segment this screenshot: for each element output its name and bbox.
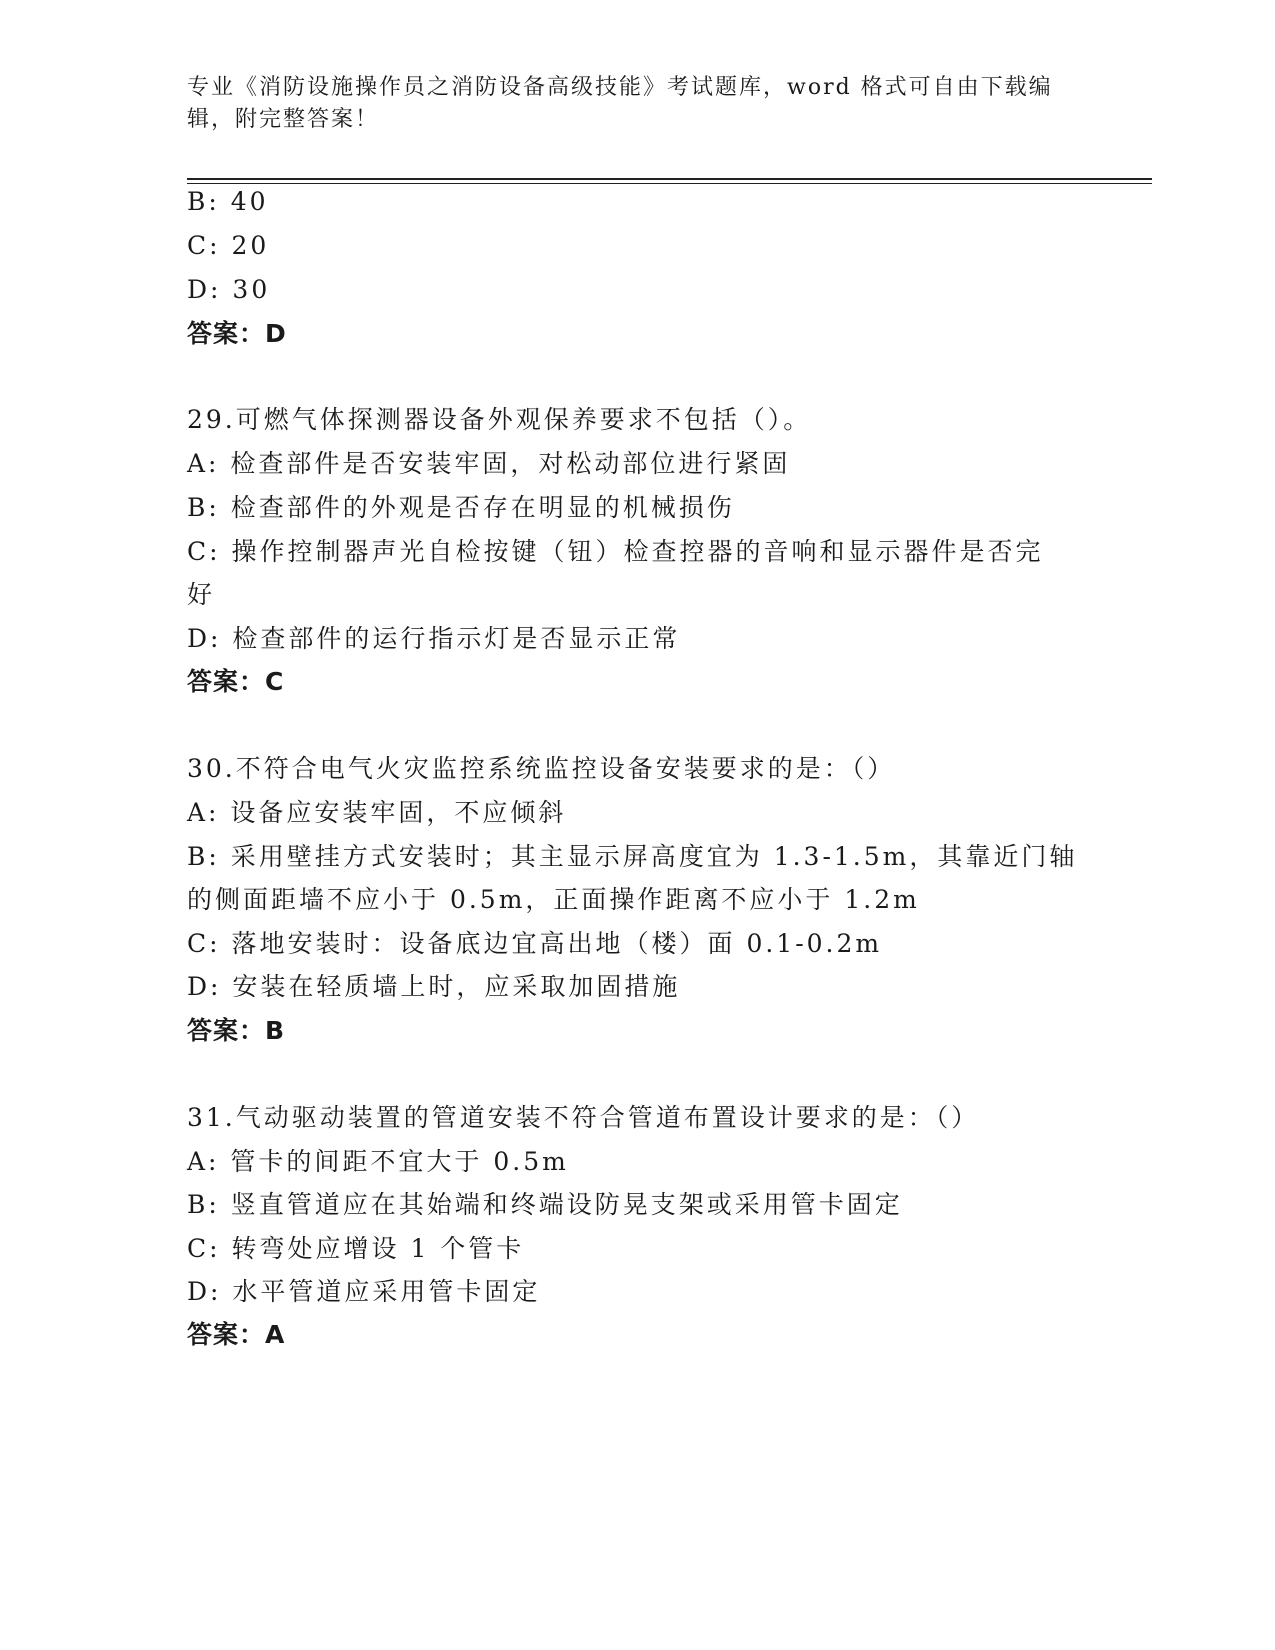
q30-option-c: C: 落地安装时：设备底边宜高出地（楼）面 0.1-0.2m bbox=[187, 929, 883, 958]
q28-option-b: B: 40 bbox=[187, 187, 269, 216]
q31-option-d: D: 水平管道应采用管卡固定 bbox=[187, 1277, 541, 1306]
q28-option-c: C: 20 bbox=[187, 231, 270, 260]
q30-title: 30.不符合电气火灾监控系统监控设备安装要求的是：（） bbox=[187, 754, 896, 783]
q29-option-c-line2: 好 bbox=[187, 580, 216, 609]
q28-answer: 答案：D bbox=[187, 319, 287, 348]
q30-option-a: A: 设备应安装牢固，不应倾斜 bbox=[187, 798, 567, 827]
header-divider-thin bbox=[187, 183, 1152, 184]
q30-option-b-line1: B: 采用壁挂方式安装时；其主显示屏高度宜为 1.3-1.5m，其靠近门轴 bbox=[187, 842, 1078, 871]
header-divider-thick bbox=[187, 178, 1152, 180]
q29-option-a: A: 检查部件是否安装牢固，对松动部位进行紧固 bbox=[187, 449, 791, 478]
q29-answer: 答案：C bbox=[187, 667, 285, 696]
header-line-1: 专业《消防设施操作员之消防设备高级技能》考试题库，word 格式可自由下载编 bbox=[187, 75, 1053, 100]
q28-option-d: D: 30 bbox=[187, 275, 271, 304]
q29-title: 29.可燃气体探测器设备外观保养要求不包括（）。 bbox=[187, 405, 812, 434]
q31-title: 31.气动驱动装置的管道安装不符合管道布置设计要求的是：（） bbox=[187, 1103, 980, 1132]
q30-answer: 答案：B bbox=[187, 1016, 286, 1045]
q30-option-d: D: 安装在轻质墙上时，应采取加固措施 bbox=[187, 972, 681, 1001]
q29-option-b: B: 检查部件的外观是否存在明显的机械损伤 bbox=[187, 493, 735, 522]
q31-option-a: A: 管卡的间距不宜大于 0.5m bbox=[187, 1147, 569, 1176]
q30-option-b-line2: 的侧面距墙不应小于 0.5m，正面操作距离不应小于 1.2m bbox=[187, 885, 920, 914]
q31-answer: 答案：A bbox=[187, 1320, 286, 1349]
q29-option-d: D: 检查部件的运行指示灯是否显示正常 bbox=[187, 624, 681, 653]
page-header bbox=[187, 72, 1067, 136]
header-line-2: 辑，附完整答案！ bbox=[187, 107, 380, 132]
q31-option-c: C: 转弯处应增设 1 个管卡 bbox=[187, 1234, 525, 1263]
q29-option-c-line1: C: 操作控制器声光自检按键（钮）检查控器的音响和显示器件是否完 bbox=[187, 537, 1044, 566]
q31-option-b: B: 竖直管道应在其始端和终端设防晃支架或采用管卡固定 bbox=[187, 1190, 903, 1219]
